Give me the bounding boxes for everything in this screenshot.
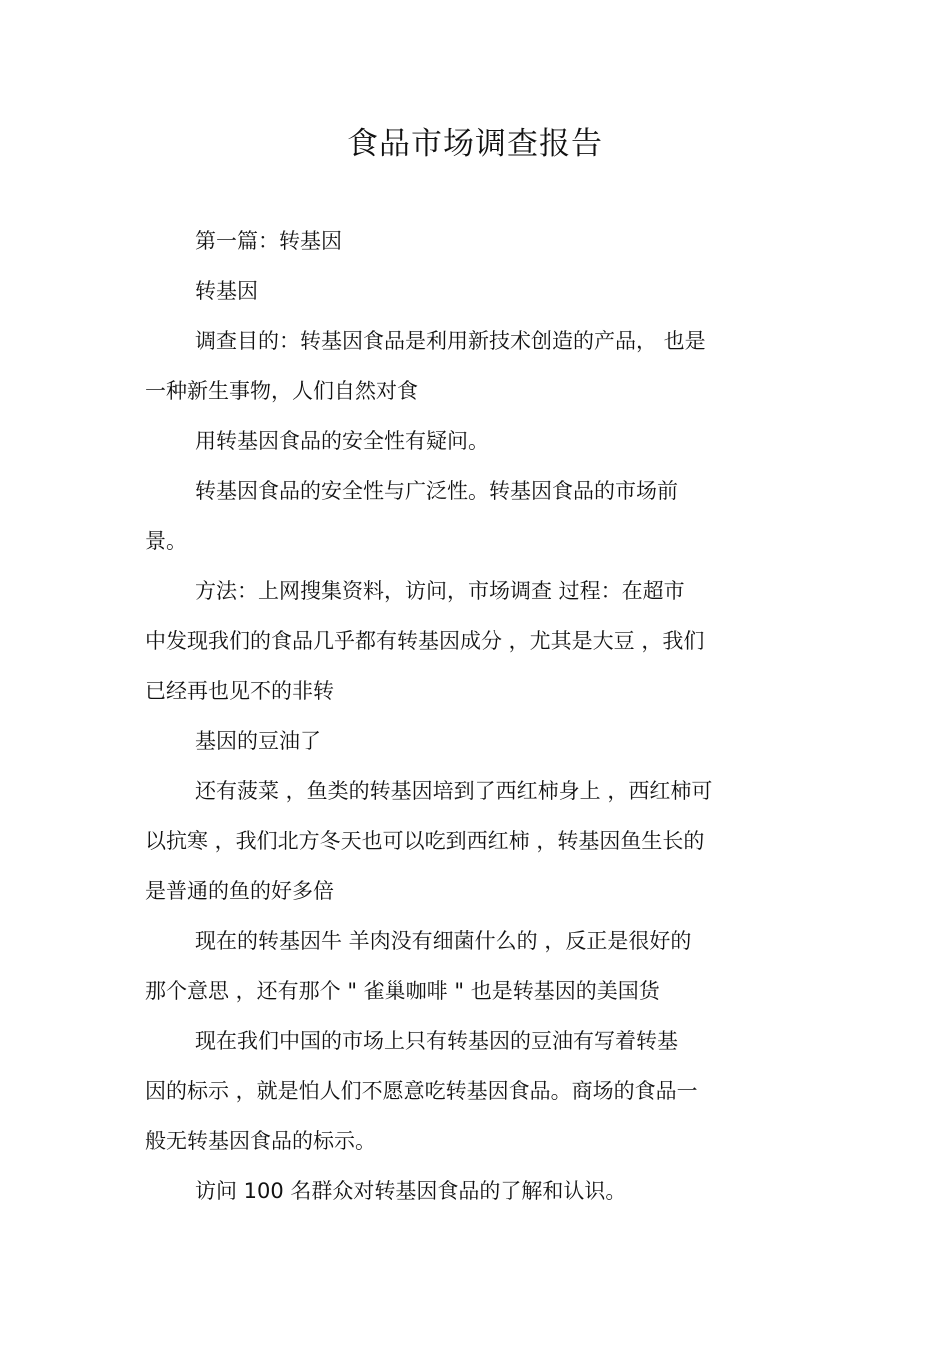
paragraph-line: 是普通的鱼的好多倍 [145,879,334,903]
paragraph-line: 景。 [145,529,187,553]
paragraph-line: 般无转基因食品的标示。 [145,1129,376,1153]
section-heading: 第一篇：转基因 [195,229,342,253]
paragraph-line: 现在的转基因牛 羊肉没有细菌什么的 ，反正是很好的 [195,929,692,953]
paragraph-line: 以抗寒 ，我们北方冬天也可以吃到西红柿 ，转基因鱼生长的 [145,829,705,853]
paragraph-line: 那个意思 ，还有那个 " 雀巢咖啡 " 也是转基因的美国货 [145,979,660,1003]
paragraph-line: 中发现我们的食品几乎都有转基因成分 ，尤其是大豆 ，我们 [145,629,705,653]
paragraph-line: 还有菠菜 ，鱼类的转基因培到了西红柿身上 ，西红柿可 [195,779,713,803]
paragraph-line: 方法：上网搜集资料，访问，市场调查 过程：在超市 [195,579,685,603]
paragraph-line: 现在我们中国的市场上只有转基因的豆油有写着转基 [195,1029,678,1053]
subheading: 转基因 [195,279,258,303]
paragraph-line: 一种新生事物，人们自然对食 [145,379,418,403]
document-title: 食品市场调查报告 [347,126,603,162]
paragraph-line: 基因的豆油了 [195,729,321,753]
paragraph-line: 因的标示 ，就是怕人们不愿意吃转基因食品。商场的食品一 [145,1079,698,1103]
paragraph-line: 访问 100 名群众对转基因食品的了解和认识。 [195,1179,627,1203]
paragraph-line: 转基因食品的安全性与广泛性。转基因食品的市场前 [195,479,678,503]
paragraph-line: 用转基因食品的安全性有疑问。 [195,429,489,453]
paragraph-line: 已经再也见不的非转 [145,679,334,703]
paragraph-line: 调查目的：转基因食品是利用新技术创造的产品， 也是 [195,329,706,353]
